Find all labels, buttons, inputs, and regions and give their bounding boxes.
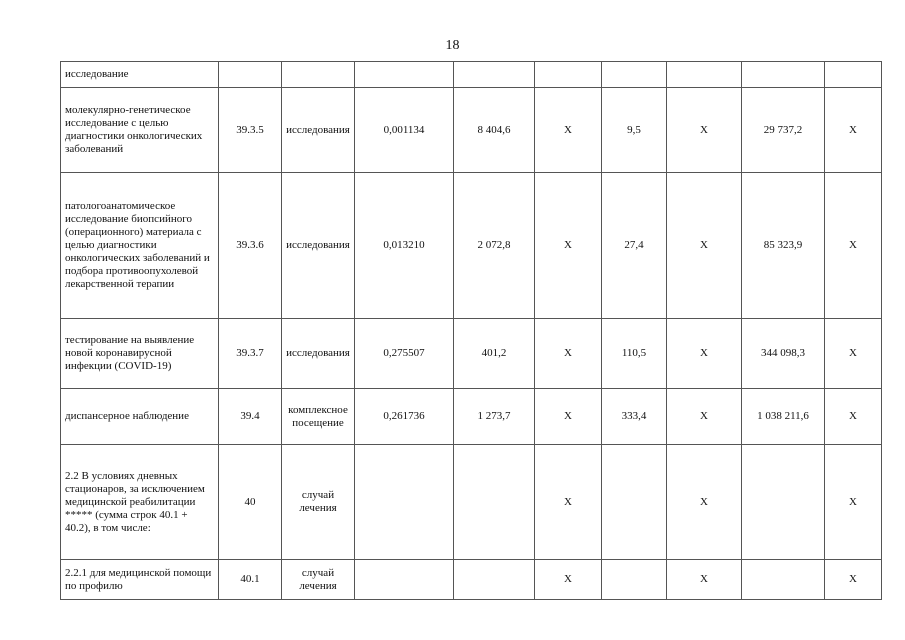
- row-cost-cell: 8 404,6: [454, 88, 535, 173]
- row-col9-cell: 29 737,2: [742, 88, 825, 173]
- row-col9-cell: 1 038 211,6: [742, 389, 825, 445]
- row-code-cell: 39.3.6: [219, 173, 282, 319]
- row-unit-cell: комплексное посещение: [282, 389, 355, 445]
- row-col7-cell: 333,4: [602, 389, 667, 445]
- row-cost-cell: 1 273,7: [454, 389, 535, 445]
- row-cost-cell: [454, 560, 535, 600]
- table-row: [61, 88, 882, 173]
- row-unit-cell: случай лечения: [282, 445, 355, 560]
- row-col6-cell: Х: [535, 445, 602, 560]
- row-unit-cell: исследования: [282, 88, 355, 173]
- table-body: [61, 62, 882, 600]
- row-code-cell: 40: [219, 445, 282, 560]
- row-col9-cell: [742, 560, 825, 600]
- row-cost-cell: 2 072,8: [454, 173, 535, 319]
- row-col6-cell: [535, 62, 602, 88]
- row-col8-cell: Х: [667, 88, 742, 173]
- row-col10-cell: Х: [825, 319, 882, 389]
- row-norm-cell: 0,261736: [355, 389, 454, 445]
- row-code-cell: 39.3.7: [219, 319, 282, 389]
- row-name-cell: 2.2.1 для медицинской помощи по профилю: [61, 560, 219, 600]
- row-col6-cell: Х: [535, 88, 602, 173]
- row-col8-cell: Х: [667, 560, 742, 600]
- data-table: [60, 61, 882, 600]
- row-name-cell: 2.2 В условиях дневных стационаров, за исключением медицинской реабилитации ***** (сумма строк 40.1 + 40.2), в том числе:: [61, 445, 219, 560]
- row-col10-cell: Х: [825, 560, 882, 600]
- row-col10-cell: Х: [825, 445, 882, 560]
- row-name-cell: диспансерное наблюдение: [61, 389, 219, 445]
- row-col6-cell: Х: [535, 173, 602, 319]
- table-row: [61, 62, 882, 88]
- row-code-cell: [219, 62, 282, 88]
- row-col7-cell: 27,4: [602, 173, 667, 319]
- row-unit-cell: исследования: [282, 173, 355, 319]
- page-number: 18: [445, 38, 460, 53]
- row-unit-cell: исследования: [282, 319, 355, 389]
- row-name-cell: тестирование на выявление новой коронавирусной инфекции (COVID-19): [61, 319, 219, 389]
- row-col6-cell: Х: [535, 319, 602, 389]
- row-name-cell: молекулярно-генетическое исследование с целью диагностики онкологических заболеваний: [61, 88, 219, 173]
- row-col10-cell: [825, 62, 882, 88]
- row-col7-cell: [602, 445, 667, 560]
- row-unit-cell: случай лечения: [282, 560, 355, 600]
- row-col8-cell: [667, 62, 742, 88]
- table-row: [61, 445, 882, 560]
- row-cost-cell: [454, 62, 535, 88]
- row-norm-cell: 0,013210: [355, 173, 454, 319]
- row-col9-cell: 85 323,9: [742, 173, 825, 319]
- row-cost-cell: [454, 445, 535, 560]
- row-col7-cell: 110,5: [602, 319, 667, 389]
- row-col10-cell: Х: [825, 88, 882, 173]
- row-norm-cell: [355, 445, 454, 560]
- row-col7-cell: [602, 62, 667, 88]
- row-col9-cell: [742, 62, 825, 88]
- row-col8-cell: Х: [667, 319, 742, 389]
- table-row: [61, 319, 882, 389]
- row-col10-cell: Х: [825, 389, 882, 445]
- table-row: [61, 173, 882, 319]
- row-code-cell: 39.4: [219, 389, 282, 445]
- row-col10-cell: Х: [825, 173, 882, 319]
- row-col9-cell: [742, 445, 825, 560]
- row-cost-cell: 401,2: [454, 319, 535, 389]
- table-row: [61, 560, 882, 600]
- row-col7-cell: [602, 560, 667, 600]
- row-norm-cell: [355, 560, 454, 600]
- row-norm-cell: 0,001134: [355, 88, 454, 173]
- row-unit-cell: [282, 62, 355, 88]
- table-row: [61, 389, 882, 445]
- row-norm-cell: 0,275507: [355, 319, 454, 389]
- row-col6-cell: Х: [535, 389, 602, 445]
- row-col6-cell: Х: [535, 560, 602, 600]
- row-col8-cell: Х: [667, 173, 742, 319]
- row-code-cell: 40.1: [219, 560, 282, 600]
- row-code-cell: 39.3.5: [219, 88, 282, 173]
- row-col7-cell: 9,5: [602, 88, 667, 173]
- row-norm-cell: [355, 62, 454, 88]
- row-col8-cell: Х: [667, 445, 742, 560]
- row-name-cell: исследование: [61, 62, 219, 88]
- row-col8-cell: Х: [667, 389, 742, 445]
- row-name-cell: патологоанатомическое исследование биопсийного (операционного) материала с целью диагностики онкологических заболеваний и подбора противоопухолевой лекарственной терапии: [61, 173, 219, 319]
- row-col9-cell: 344 098,3: [742, 319, 825, 389]
